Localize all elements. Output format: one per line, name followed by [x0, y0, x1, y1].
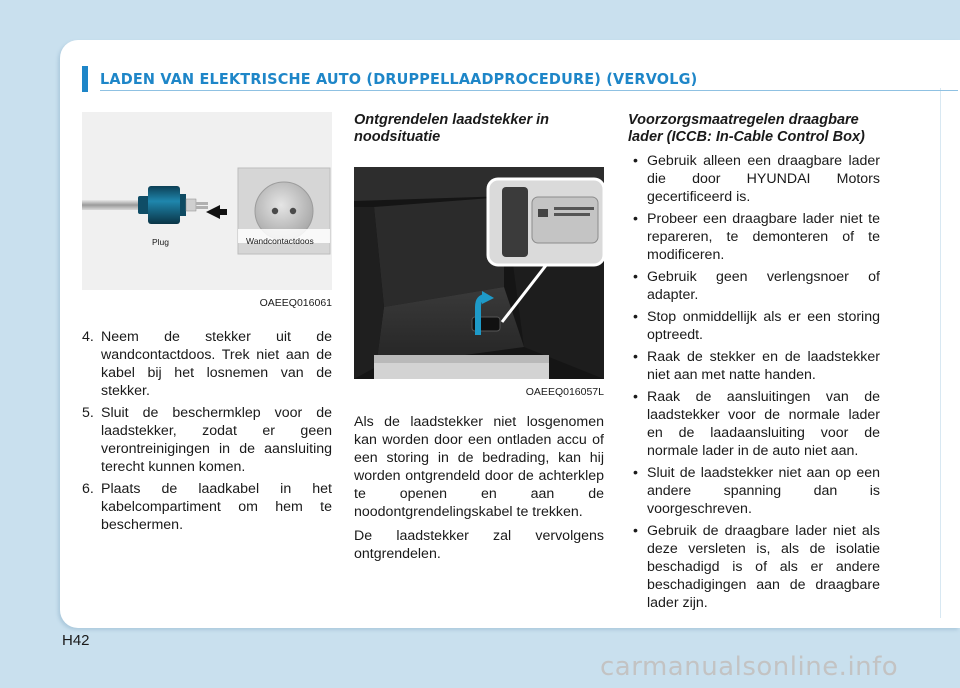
- header-rule: [100, 90, 676, 91]
- section-heading: Ontgrendelen laadstekker in noodsituatie: [354, 112, 550, 145]
- right-divider: [940, 88, 941, 618]
- page-number: H42: [62, 632, 90, 649]
- list-item: • Gebruik alleen een draagbare lader die door HYUNDAI Motors gecertificeerd is.: [628, 152, 880, 206]
- figure-code: OAEEQ016061: [259, 297, 332, 309]
- section-heading: Voorzorgsmaatregelen draagbare lader (ICCB: In-Cable Control Box): [628, 112, 865, 145]
- list-item: 6. Plaats de laadkabel in het kabelcompartiment om hem te beschermen.: [82, 481, 332, 533]
- list-item: 5. Sluit de beschermklep voor de laadstekker, zodat er geen verontreinigingen in de aansluiting terecht kunnen komen.: [82, 405, 332, 475]
- list-item: 4. Neem de stekker uit de wandcontactdoos. Trek niet aan de kabel bij het losnemen van de stekker.: [82, 329, 332, 399]
- paragraph: Als de laadstekker niet losgenomen kan worden door een ontladen accu of een storing in de bedrading, kan hij worden ontgrendeld door de achterklep te openen en aan de noodontgrendelingskabel te trekken.: [354, 414, 604, 520]
- precaution-list: [628, 152, 880, 612]
- middle-column: [354, 112, 604, 563]
- arrow-left-icon: [206, 205, 220, 219]
- list-item: • Gebruik de draagbare lader niet als deze versleten is, als de isolatie beschadigd is of als er andere beschadigingen aan de draagbare lader zijn.: [628, 522, 880, 612]
- header-accent-bar: [82, 66, 88, 92]
- step-list: [82, 328, 332, 534]
- right-column: [628, 112, 880, 616]
- list-item: • Stop onmiddellijk als er een storing optreedt.: [628, 308, 880, 344]
- plug-outlet-figure: [82, 112, 332, 290]
- plug-body-icon: [148, 186, 180, 224]
- plug-illustration: [82, 112, 332, 290]
- watermark: carmanualsonline.info: [600, 652, 899, 682]
- list-item: • Raak de aansluitingen van de laadstekker voor de normale lader en de laadaansluiting voor de normale lader in de auto niet aan.: [628, 388, 880, 460]
- trunk-illustration: [354, 167, 604, 379]
- list-item: • Raak de stekker en de laadstekker niet aan met natte handen.: [628, 348, 880, 384]
- outlet-label: Wandcontactdoos: [246, 236, 314, 246]
- list-item: • Probeer een draagbare lader niet te repareren, te demonteren of te modificeren.: [628, 210, 880, 264]
- trunk-photo: [354, 167, 604, 379]
- figure-code: OAEEQ016057L: [525, 386, 604, 398]
- list-item: • Sluit de laadstekker niet aan op een andere spanning dan is voorgeschreven.: [628, 464, 880, 518]
- paragraph: De laadstekker zal vervolgens ontgrendelen.: [354, 528, 604, 562]
- list-item: • Gebruik geen verlengsnoer of adapter.: [628, 268, 880, 304]
- left-column: [82, 112, 332, 538]
- section-title: LADEN VAN ELEKTRISCHE AUTO (DRUPPELLAADPROCEDURE) (VERVOLG): [100, 70, 698, 88]
- header-rule-right: [676, 90, 958, 91]
- plug-label: Plug: [152, 237, 170, 247]
